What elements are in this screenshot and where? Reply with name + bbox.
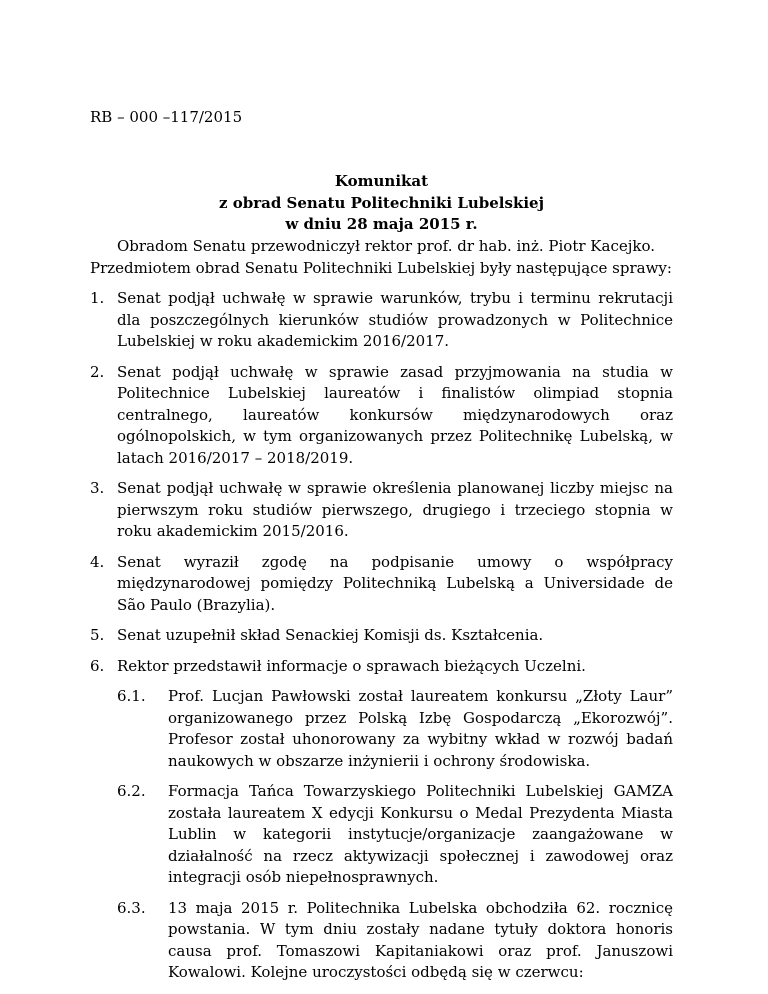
intro-line-1: Obradom Senatu przewodniczył rektor prof. dr hab. inż. Piotr Kacejko. [117, 237, 656, 255]
list-item [90, 625, 673, 647]
list-item [90, 552, 673, 617]
list-item-number: 2. [90, 362, 105, 381]
list-item-number: 1. [90, 289, 105, 307]
sub-list-item [90, 686, 673, 772]
list-item [90, 478, 673, 543]
sub-list-item-number: 6.3. [117, 898, 146, 917]
title-line-3: w dniu 28 maja 2015 r. [285, 215, 478, 233]
sub-list-item-text: Prof. Lucjan Pawłowski został laureatem konkursu „Złoty Laur” organizowanego przez Polską Izbę Gospodarczą „Ekorozwój”. Profesor został uhonorowany za wybitny wkład w rozwój badań naukowych w obszarze inżynierii i ochrony środowiska. [168, 687, 673, 770]
agenda-list [90, 288, 673, 993]
list-item-text: Senat uzupełnił skład Senackiej Komisji ds. Kształcenia. [117, 626, 544, 644]
sub-list-item-number: 6.1. [117, 687, 146, 705]
title-line-2: z obrad Senatu Politechniki Lubelskiej [218, 193, 545, 212]
intro-line-2: Przedmiotem obrad Senatu Politechniki Lubelskiej były następujące sprawy: [90, 258, 672, 277]
list-item-text: Senat wyraził zgodę na podpisanie umowy o współpracy międzynarodowej pomiędzy Politechniką Lubelską a Universidade de São Paulo (Brazylia). [117, 552, 673, 614]
list-item-text: Senat podjął uchwałę w sprawie zasad przyjmowania na studia w Politechnice Lubelskiej laureatów i finalistów olimpiad stopnia centralnego, laureatów konkursów międzynarodowych oraz ogólnopolskich, w tym organizowanych przez Politechnikę Lubelską, w latach 2016/2017 – 2018/2019. [117, 362, 673, 467]
sub-list-item-text: Formacja Tańca Towarzyskiego Politechniki Lubelskiej GAMZA została laureatem X edycji Konkursu o Medal Prezydenta Miasta Lublin w kategorii instytucje/organizacje zaangażowane w działalność na rzecz aktywizacji społecznej i zawodowej oraz integracji osób niepełnosprawnych. [168, 782, 673, 886]
list-item-text: Rektor przedstawił informacje o sprawach bieżących Uczelni. [117, 656, 586, 675]
sub-list-item [90, 781, 673, 889]
list-item-number: 4. [90, 552, 105, 571]
list-item-text: Senat podjął uchwałę w sprawie określenia planowanej liczby miejsc na pierwszym roku studiów pierwszego, drugiego i trzeciego stopnia w roku akademickim 2015/2016. [117, 479, 673, 540]
title-line-1: Komunikat [334, 172, 429, 190]
intro-paragraph [90, 236, 673, 279]
list-item [90, 288, 673, 353]
sub-list-item-text: 13 maja 2015 r. Politechnika Lubelska obchodziła 62. rocznicę powstania. W tym dniu zostały nadane tytuły doktora honoris causa prof. Tomaszowi Kapitaniakowi oraz prof. Januszowi Kowalowi. Kolejne uroczystości odbędą się w czerwcu: [168, 898, 673, 981]
list-item-number: 5. [90, 626, 105, 644]
sub-list-item-number: 6.2. [117, 782, 146, 800]
list-item [90, 362, 673, 470]
list-item-text: Senat podjął uchwałę w sprawie warunków, trybu i terminu rekrutacji dla poszczególnych kierunków studiów prowadzonych w Politechnice Lubelskiej w roku akademickim 2016/2017. [117, 289, 673, 350]
document-reference-number: RB – 000 –117/2015 [90, 108, 243, 126]
list-item-number: 6. [90, 656, 105, 675]
list-item [90, 656, 673, 678]
sub-list-item [90, 898, 673, 984]
document-title [90, 171, 673, 236]
list-item-number: 3. [90, 479, 105, 497]
